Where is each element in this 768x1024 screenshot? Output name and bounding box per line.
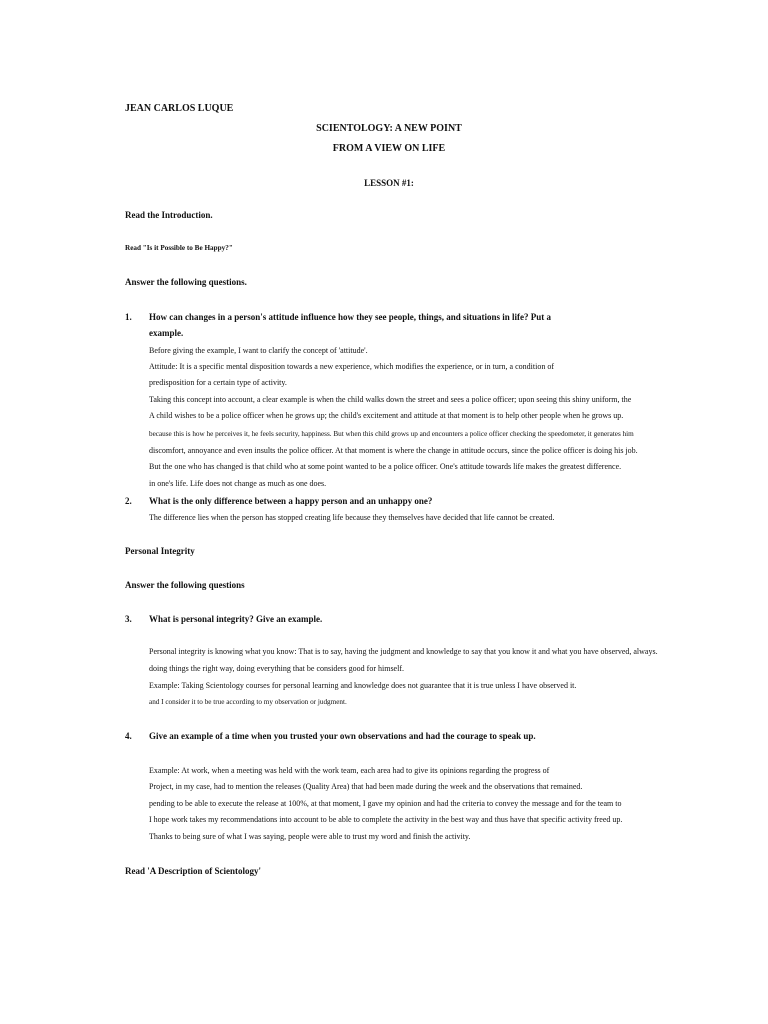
- answer-3-line: doing things the right way, doing everything that be considers good for himself.: [149, 664, 404, 673]
- answer-1-line: in one's life. Life does not change as much as one does.: [149, 479, 327, 488]
- question-3-text: What is personal integrity? Give an example.: [149, 614, 323, 624]
- answer-heading: Answer the following questions: [125, 580, 245, 590]
- question-1-number: 1.: [125, 312, 132, 322]
- answer-2-text: The difference lies when the person has stopped creating life because they themselves have decided that life cannot be created.: [149, 513, 555, 522]
- answer-1-line: predisposition for a certain type of activity.: [149, 378, 287, 387]
- answer-1-line: discomfort, annoyance and even insults the police officer. At that moment is where the change in attitude occurs, since the police officer is doing his job.: [149, 446, 638, 455]
- answer-1-line: But the one who has changed is that child who at some point wanted to be a police officer. One's attitude towards life makes the greatest difference.: [149, 462, 622, 471]
- question-3-number: 3.: [125, 614, 132, 624]
- author-name: JEAN CARLOS LUQUE: [125, 103, 234, 114]
- answer-4-line: pending to be able to execute the release at 100%, at that moment, I gave my opinion and had the criteria to convey the message and for the team to: [149, 799, 622, 808]
- answer-1-line: A child wishes to be a police officer when he grows up; the child's excitement and attitude at that moment is to help other people when he grows up.: [149, 411, 624, 420]
- personal-integrity-heading: Personal Integrity: [125, 546, 195, 556]
- question-1-text: How can changes in a person's attitude influence how they see people, things, and situations in life? Put a: [149, 312, 552, 322]
- document-title-line2: FROM A VIEW ON LIFE: [332, 143, 446, 154]
- answer-3-line: and I consider it to be true according to my observation or judgment.: [149, 698, 347, 706]
- answer-1-line: Taking this concept into account, a clear example is when the child walks down the street and sees a police officer; upon seeing this shiny uniform, the: [149, 395, 632, 404]
- answer-4-line: Thanks to being sure of what I was saying, people were able to trust my word and finish the activity.: [149, 832, 471, 841]
- answer-3-line: Example: Taking Scientology courses for personal learning and knowledge does not guarantee that it is true unless I have observed it.: [149, 681, 577, 690]
- answer-1-line: because this is how he perceives it, he feels security, happiness. But when this child grows up and encounters a police officer checking the speedometer, it generates him: [149, 430, 634, 438]
- answer-4-line: I hope work takes my recommendations into account to be able to complete the activity in the best way and thus have that specific activity freed up.: [149, 815, 623, 824]
- question-2-text: What is the only difference between a happy person and an unhappy one?: [149, 496, 433, 506]
- answer-4-line: Project, in my case, had to mention the releases (Quality Area) that had been made during the week and the observations that remained.: [149, 782, 583, 791]
- answer-3-line: Personal integrity is knowing what you know: That is to say, having the judgment and knowledge to say that you know it and what you have observed, always.: [149, 647, 658, 656]
- read-happy-instruction: Read "Is it Possible to Be Happy?": [125, 244, 233, 252]
- document-title-line1: SCIENTOLOGY: A NEW POINT: [316, 123, 462, 134]
- question-4-number: 4.: [125, 731, 132, 741]
- question-4-text: Give an example of a time when you trusted your own observations and had the courage to speak up.: [149, 731, 536, 741]
- answer-1-line: Attitude: It is a specific mental disposition towards a new experience, which modifies the experience, or in turn, a condition of: [149, 362, 554, 371]
- answer-4-line: Example: At work, when a meeting was held with the work team, each area had to give its opinions regarding the progress of: [149, 766, 550, 775]
- read-introduction: Read the Introduction.: [125, 210, 213, 220]
- lesson-heading: LESSON #1:: [364, 178, 414, 188]
- question-2-number: 2.: [125, 496, 132, 506]
- question-1-text-cont: example.: [149, 328, 184, 338]
- answer-1-line: Before giving the example, I want to clarify the concept of 'attitude'.: [149, 346, 368, 355]
- answer-heading: Answer the following questions.: [125, 277, 247, 287]
- read-description-instruction: Read 'A Description of Scientology': [125, 866, 261, 876]
